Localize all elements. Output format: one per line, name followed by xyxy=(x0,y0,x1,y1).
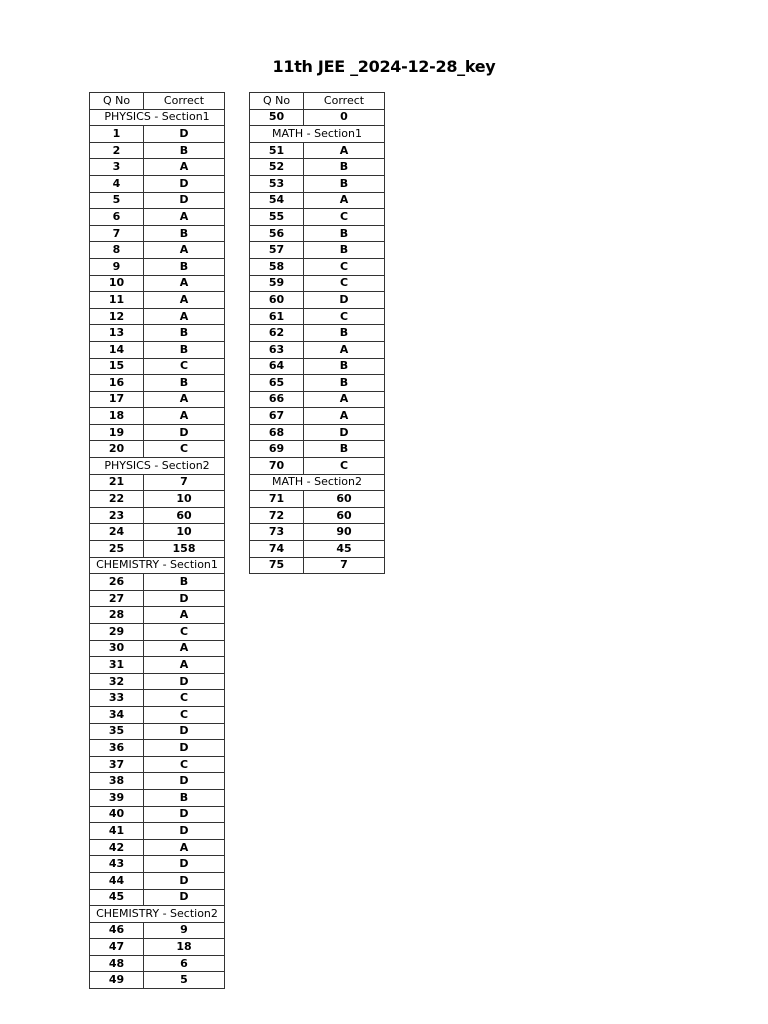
correct-answer: A xyxy=(144,292,225,309)
section-label: MATH - Section1 xyxy=(250,126,385,143)
question-number: 74 xyxy=(250,541,304,558)
table-row xyxy=(250,458,385,475)
question-number: 40 xyxy=(90,806,144,823)
correct-answer: C xyxy=(304,458,385,475)
correct-answer: B xyxy=(304,159,385,176)
question-number: 57 xyxy=(250,242,304,259)
table-row xyxy=(250,209,385,226)
table-row xyxy=(90,657,225,674)
correct-answer: A xyxy=(144,308,225,325)
question-number: 47 xyxy=(90,939,144,956)
table-row xyxy=(250,541,385,558)
question-number: 19 xyxy=(90,424,144,441)
correct-answer: A xyxy=(144,391,225,408)
table-row xyxy=(250,192,385,209)
correct-answer: C xyxy=(144,690,225,707)
table-row xyxy=(250,391,385,408)
correct-answer: B xyxy=(304,441,385,458)
question-number: 43 xyxy=(90,856,144,873)
question-number: 9 xyxy=(90,258,144,275)
correct-answer: B xyxy=(304,325,385,342)
table-row xyxy=(90,624,225,641)
table-row xyxy=(90,474,225,491)
header-qno: Q No xyxy=(250,93,304,110)
correct-answer: D xyxy=(144,856,225,873)
question-number: 55 xyxy=(250,209,304,226)
table-row xyxy=(250,507,385,524)
table-row xyxy=(90,209,225,226)
table-row xyxy=(90,823,225,840)
correct-answer: C xyxy=(304,258,385,275)
correct-answer: A xyxy=(304,408,385,425)
question-number: 31 xyxy=(90,657,144,674)
correct-answer: 18 xyxy=(144,939,225,956)
question-number: 7 xyxy=(90,225,144,242)
correct-answer: A xyxy=(144,209,225,226)
answer-key-body-left xyxy=(90,93,225,989)
table-row xyxy=(90,740,225,757)
question-number: 45 xyxy=(90,889,144,906)
question-number: 25 xyxy=(90,541,144,558)
correct-answer: A xyxy=(144,839,225,856)
table-row xyxy=(90,839,225,856)
question-number: 49 xyxy=(90,972,144,989)
question-number: 64 xyxy=(250,358,304,375)
question-number: 35 xyxy=(90,723,144,740)
correct-answer: 60 xyxy=(304,507,385,524)
question-number: 26 xyxy=(90,574,144,591)
question-number: 53 xyxy=(250,175,304,192)
correct-answer: D xyxy=(144,806,225,823)
table-row xyxy=(90,192,225,209)
table-row xyxy=(90,341,225,358)
table-row xyxy=(250,242,385,259)
table-row xyxy=(90,640,225,657)
question-number: 59 xyxy=(250,275,304,292)
correct-answer: 60 xyxy=(304,491,385,508)
table-row xyxy=(90,723,225,740)
correct-answer: 0 xyxy=(304,109,385,126)
correct-answer: B xyxy=(304,175,385,192)
correct-answer: 9 xyxy=(144,922,225,939)
question-number: 70 xyxy=(250,458,304,475)
table-row xyxy=(90,773,225,790)
table-row xyxy=(250,358,385,375)
table-row xyxy=(250,524,385,541)
correct-answer: A xyxy=(304,391,385,408)
section-header-row xyxy=(90,458,225,475)
correct-answer: 7 xyxy=(144,474,225,491)
correct-answer: D xyxy=(144,740,225,757)
section-label: PHYSICS - Section2 xyxy=(90,458,225,475)
question-number: 54 xyxy=(250,192,304,209)
correct-answer: C xyxy=(144,624,225,641)
table-row xyxy=(250,109,385,126)
correct-answer: C xyxy=(304,275,385,292)
section-label: CHEMISTRY - Section1 xyxy=(90,557,225,574)
page-title: 11th JEE _2024-12-28_key xyxy=(272,57,496,76)
question-number: 44 xyxy=(90,872,144,889)
correct-answer: A xyxy=(144,640,225,657)
question-number: 42 xyxy=(90,839,144,856)
question-number: 36 xyxy=(90,740,144,757)
correct-answer: 158 xyxy=(144,541,225,558)
correct-answer: A xyxy=(304,142,385,159)
correct-answer: C xyxy=(144,756,225,773)
correct-answer: 45 xyxy=(304,541,385,558)
correct-answer: D xyxy=(144,889,225,906)
correct-answer: D xyxy=(144,192,225,209)
table-row xyxy=(90,690,225,707)
question-number: 5 xyxy=(90,192,144,209)
table-row xyxy=(250,441,385,458)
correct-answer: D xyxy=(144,424,225,441)
table-row xyxy=(90,939,225,956)
question-number: 50 xyxy=(250,109,304,126)
question-number: 67 xyxy=(250,408,304,425)
table-row xyxy=(250,325,385,342)
section-header-row xyxy=(250,126,385,143)
question-number: 62 xyxy=(250,325,304,342)
table-row xyxy=(90,126,225,143)
correct-answer: D xyxy=(144,126,225,143)
answer-key-table-right xyxy=(249,92,385,574)
table-row xyxy=(90,441,225,458)
answer-key-table-left xyxy=(89,92,225,989)
question-number: 10 xyxy=(90,275,144,292)
correct-answer: D xyxy=(144,175,225,192)
correct-answer: B xyxy=(144,325,225,342)
table-row xyxy=(250,258,385,275)
table-row xyxy=(250,557,385,574)
table-row xyxy=(90,806,225,823)
question-number: 6 xyxy=(90,209,144,226)
table-row xyxy=(90,541,225,558)
correct-answer: D xyxy=(144,872,225,889)
question-number: 2 xyxy=(90,142,144,159)
question-number: 73 xyxy=(250,524,304,541)
question-number: 46 xyxy=(90,922,144,939)
table-row xyxy=(90,308,225,325)
question-number: 13 xyxy=(90,325,144,342)
question-number: 22 xyxy=(90,491,144,508)
table-header-row xyxy=(90,93,225,110)
table-row xyxy=(90,292,225,309)
table-row xyxy=(250,408,385,425)
table-row xyxy=(90,507,225,524)
table-row xyxy=(250,292,385,309)
question-number: 4 xyxy=(90,175,144,192)
question-number: 37 xyxy=(90,756,144,773)
table-row xyxy=(250,341,385,358)
correct-answer: B xyxy=(144,142,225,159)
question-number: 29 xyxy=(90,624,144,641)
question-number: 52 xyxy=(250,159,304,176)
section-header-row xyxy=(90,557,225,574)
correct-answer: 10 xyxy=(144,524,225,541)
table-row xyxy=(250,275,385,292)
question-number: 41 xyxy=(90,823,144,840)
question-number: 24 xyxy=(90,524,144,541)
correct-answer: A xyxy=(144,275,225,292)
correct-answer: D xyxy=(144,823,225,840)
header-correct: Correct xyxy=(144,93,225,110)
correct-answer: B xyxy=(144,258,225,275)
table-row xyxy=(90,872,225,889)
correct-answer: 5 xyxy=(144,972,225,989)
table-row xyxy=(250,225,385,242)
table-row xyxy=(90,424,225,441)
correct-answer: C xyxy=(144,706,225,723)
table-row xyxy=(90,922,225,939)
section-header-row xyxy=(90,906,225,923)
correct-answer: B xyxy=(304,375,385,392)
correct-answer: B xyxy=(144,341,225,358)
correct-answer: 6 xyxy=(144,955,225,972)
header-correct: Correct xyxy=(304,93,385,110)
table-header-row xyxy=(250,93,385,110)
correct-answer: C xyxy=(304,209,385,226)
correct-answer: A xyxy=(304,341,385,358)
table-row xyxy=(90,408,225,425)
question-number: 21 xyxy=(90,474,144,491)
table-row xyxy=(250,175,385,192)
section-header-row xyxy=(250,474,385,491)
question-number: 60 xyxy=(250,292,304,309)
question-number: 17 xyxy=(90,391,144,408)
correct-answer: B xyxy=(304,242,385,259)
correct-answer: A xyxy=(304,192,385,209)
table-row xyxy=(250,142,385,159)
correct-answer: A xyxy=(144,159,225,176)
correct-answer: C xyxy=(144,441,225,458)
table-row xyxy=(90,607,225,624)
table-row xyxy=(90,574,225,591)
correct-answer: D xyxy=(144,723,225,740)
table-row xyxy=(90,391,225,408)
question-number: 66 xyxy=(250,391,304,408)
table-row xyxy=(250,491,385,508)
section-label: CHEMISTRY - Section2 xyxy=(90,906,225,923)
question-number: 23 xyxy=(90,507,144,524)
question-number: 75 xyxy=(250,557,304,574)
question-number: 71 xyxy=(250,491,304,508)
question-number: 14 xyxy=(90,341,144,358)
question-number: 72 xyxy=(250,507,304,524)
table-row xyxy=(250,159,385,176)
table-row xyxy=(90,491,225,508)
question-number: 33 xyxy=(90,690,144,707)
question-number: 69 xyxy=(250,441,304,458)
table-row xyxy=(250,308,385,325)
section-header-row xyxy=(90,109,225,126)
correct-answer: A xyxy=(144,242,225,259)
correct-answer: B xyxy=(304,225,385,242)
question-number: 28 xyxy=(90,607,144,624)
table-row xyxy=(90,590,225,607)
question-number: 15 xyxy=(90,358,144,375)
table-row xyxy=(90,955,225,972)
question-number: 16 xyxy=(90,375,144,392)
section-label: PHYSICS - Section1 xyxy=(90,109,225,126)
table-row xyxy=(90,325,225,342)
question-number: 48 xyxy=(90,955,144,972)
table-row xyxy=(90,856,225,873)
correct-answer: 7 xyxy=(304,557,385,574)
correct-answer: 90 xyxy=(304,524,385,541)
question-number: 65 xyxy=(250,375,304,392)
correct-answer: C xyxy=(144,358,225,375)
question-number: 56 xyxy=(250,225,304,242)
table-row xyxy=(90,175,225,192)
question-number: 8 xyxy=(90,242,144,259)
answer-key-body-right xyxy=(250,93,385,574)
table-row xyxy=(90,225,225,242)
table-row xyxy=(90,258,225,275)
question-number: 38 xyxy=(90,773,144,790)
header-qno: Q No xyxy=(90,93,144,110)
correct-answer: D xyxy=(144,673,225,690)
question-number: 1 xyxy=(90,126,144,143)
table-row xyxy=(250,424,385,441)
correct-answer: D xyxy=(304,292,385,309)
question-number: 30 xyxy=(90,640,144,657)
correct-answer: B xyxy=(144,375,225,392)
correct-answer: A xyxy=(144,657,225,674)
question-number: 12 xyxy=(90,308,144,325)
question-number: 20 xyxy=(90,441,144,458)
table-row xyxy=(90,889,225,906)
question-number: 61 xyxy=(250,308,304,325)
question-number: 27 xyxy=(90,590,144,607)
correct-answer: D xyxy=(304,424,385,441)
question-number: 32 xyxy=(90,673,144,690)
correct-answer: C xyxy=(304,308,385,325)
correct-answer: A xyxy=(144,607,225,624)
table-row xyxy=(90,756,225,773)
table-row xyxy=(90,524,225,541)
section-label: MATH - Section2 xyxy=(250,474,385,491)
question-number: 68 xyxy=(250,424,304,441)
question-number: 18 xyxy=(90,408,144,425)
correct-answer: B xyxy=(144,225,225,242)
table-row xyxy=(90,275,225,292)
correct-answer: D xyxy=(144,590,225,607)
table-row xyxy=(90,242,225,259)
correct-answer: B xyxy=(144,789,225,806)
question-number: 11 xyxy=(90,292,144,309)
table-row xyxy=(90,706,225,723)
table-row xyxy=(90,789,225,806)
correct-answer: 10 xyxy=(144,491,225,508)
table-row xyxy=(90,159,225,176)
table-row xyxy=(250,375,385,392)
question-number: 63 xyxy=(250,341,304,358)
table-row xyxy=(90,972,225,989)
question-number: 3 xyxy=(90,159,144,176)
question-number: 34 xyxy=(90,706,144,723)
correct-answer: A xyxy=(144,408,225,425)
correct-answer: B xyxy=(144,574,225,591)
question-number: 51 xyxy=(250,142,304,159)
table-row xyxy=(90,673,225,690)
question-number: 58 xyxy=(250,258,304,275)
correct-answer: 60 xyxy=(144,507,225,524)
table-row xyxy=(90,358,225,375)
table-row xyxy=(90,375,225,392)
question-number: 39 xyxy=(90,789,144,806)
correct-answer: D xyxy=(144,773,225,790)
correct-answer: B xyxy=(304,358,385,375)
table-row xyxy=(90,142,225,159)
